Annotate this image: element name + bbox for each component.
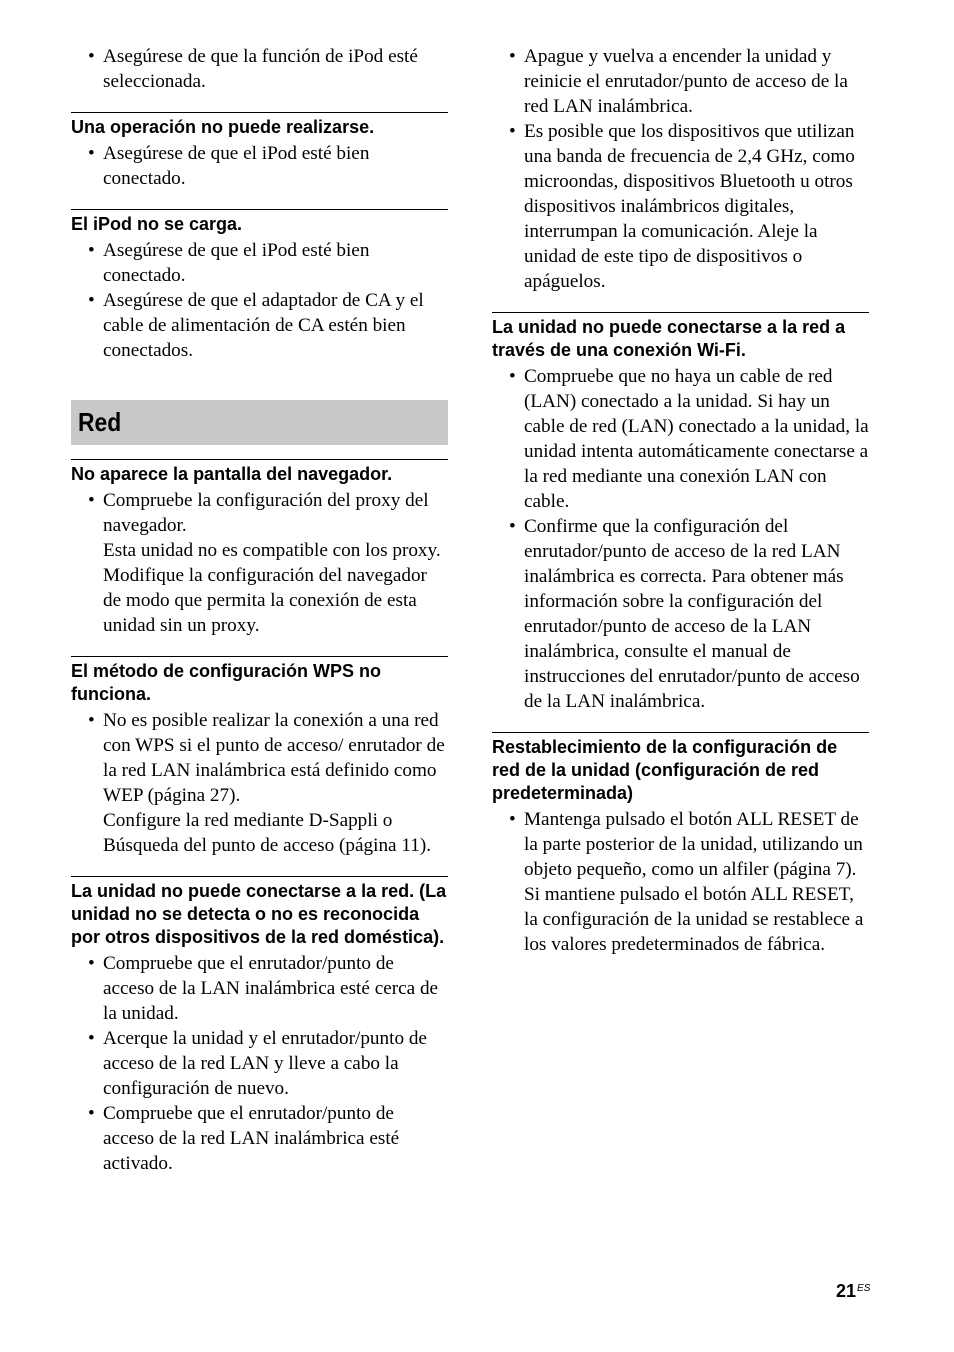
section-ipod-charge [71,209,448,363]
bullet: • [88,46,95,67]
right-column [492,44,869,957]
page-locale: ES [857,1283,871,1294]
page-number: $21^{ES}$ [836,1281,871,1301]
section-operation [71,112,448,191]
list-item: • Mantenga pulsado el botón ALL RESET de la parte posterior de la unidad, utilizando un objeto pequeño, como un alfiler (página 7). Si mantiene pulsado el botón ALL RESET, la configuración de la unidad se restablece a los valores predeterminados de fábrica. [509,809,864,955]
section-wps [71,656,448,858]
section-heading: No aparece la pantalla del navegador. [71,464,393,484]
section-heading: La unidad no puede conectarse a la red. (La unidad no se detecta o no es reconocida por otros dispositivos de la red doméstica). [71,881,447,947]
intro-list [71,44,448,94]
list-item: • No es posible realizar la conexión a una red con WPS si el punto de acceso/ enrutador de la red LAN inalámbrica está definido como WEP (página 27). Configure la red mediante D-Sappli o Búsqueda del punto de acceso (página 11). [88,710,445,856]
list-item: • Compruebe que no haya un cable de red (LAN) conectado a la unidad. Si hay un cable de red (LAN) conectado a la unidad, la unidad intenta automáticamente conectarse a la red mediante una conexión LAN con cable. [509,366,869,512]
list-item: • Asegúrese de que la función de iPod esté seleccionada. [88,46,418,92]
left-column [71,44,448,1176]
list-item: • Asegúrese de que el adaptador de CA y el cable de alimentación de CA estén bien conectados. [88,290,424,361]
intro-list [492,44,869,294]
section-heading: Restablecimiento de la configuración de red de la unidad (configuración de red predeterminada) [492,737,838,803]
list-item: • Acerque la unidad y el enrutador/punto de acceso de la red LAN y lleve a cabo la configuración de nuevo. [88,1028,427,1099]
list-item: • Compruebe la configuración del proxy del navegador. Esta unidad no es compatible con los proxy. Modifique la configuración del navegador de modo que permita la conexión de esta unidad sin un proxy. [88,490,441,636]
section-heading: La unidad no puede conectarse a la red a través de una conexión Wi-Fi. [492,317,846,360]
list-item: • Apague y vuelva a encender la unidad y reinicie el enrutador/punto de acceso de la red LAN inalámbrica. [509,46,848,117]
list-item: • Compruebe que el enrutador/punto de acceso de la red LAN inalámbrica esté activado. [88,1103,400,1174]
section-browser [71,459,448,638]
list-item: • Compruebe que el enrutador/punto de acceso de la LAN inalámbrica esté cerca de la unidad. [88,953,439,1024]
list-item: • Es posible que los dispositivos que utilizan una banda de frecuencia de 2,4 GHz, como microondas, dispositivos Bluetooth u otros dispositivos inalámbricos digitales, interrumpan la comunicación. Aleje la unidad de este tipo de dispositivos o apáguelos. [509,121,855,292]
section-heading: Una operación no puede realizarse. [71,117,375,137]
section-wifi [492,312,869,714]
list-item: • Confirme que la configuración del enrutador/punto de acceso de la red LAN inalámbrica es correcta. Para obtener más información sobre la configuración del enrutador/punto de acceso de la LAN inalámbrica, consulte el manual de instrucciones del enrutador/punto de acceso de la LAN inalámbrica. [509,516,860,712]
section-reset [492,732,869,957]
list-item: • Asegúrese de que el iPod esté bien conectado. [88,240,370,286]
category-band [71,400,448,445]
list-item: • Asegúrese de que el iPod esté bien conectado. [88,143,370,189]
category-title: Red [78,407,122,437]
section-heading: El método de configuración WPS no funciona. [71,661,382,704]
section-heading: El iPod no se carga. [71,214,243,234]
section-network-connect [71,876,448,1176]
